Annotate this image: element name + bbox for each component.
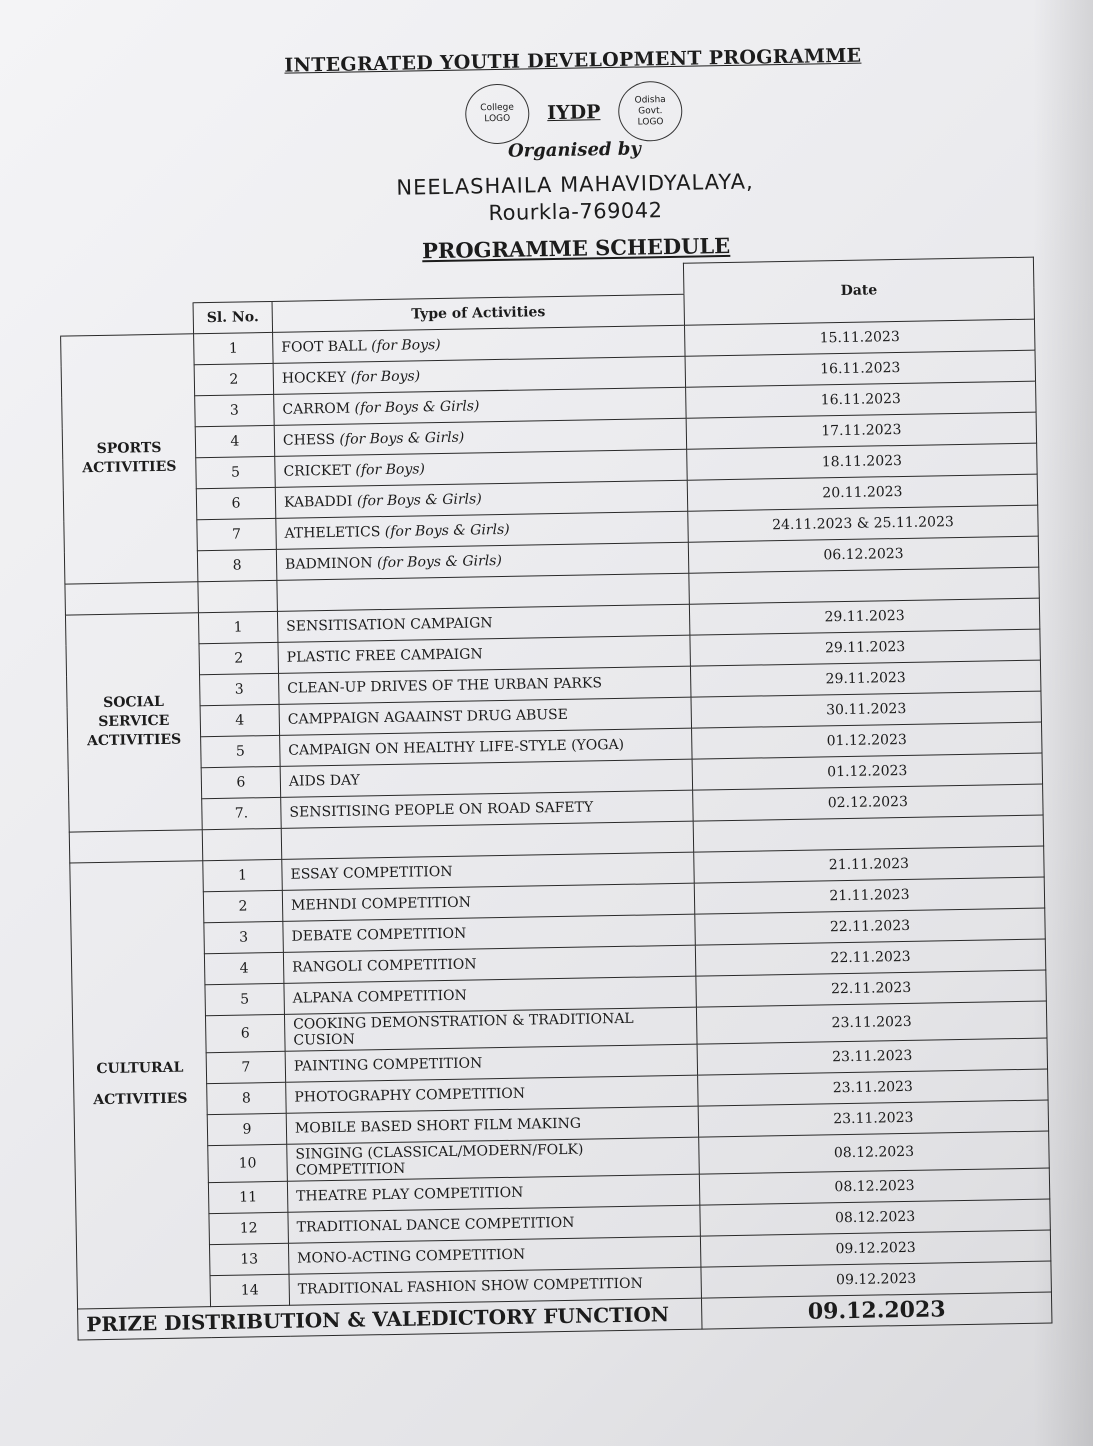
activity-name: TRADITIONAL FASHION SHOW COMPETITION	[297, 1275, 643, 1298]
serial-number-cell: 3	[204, 921, 284, 953]
date-cell: 18.11.2023	[687, 443, 1037, 480]
college-logo	[465, 83, 530, 144]
activity-name: PLASTIC FREE CAMPAIGN	[286, 645, 483, 666]
odisha-govt-logo	[618, 81, 683, 142]
date-cell: 15.11.2023	[684, 319, 1034, 356]
serial-number-cell: 7	[206, 1051, 286, 1083]
activity-name: HOCKEY	[281, 369, 347, 387]
gap-cell	[198, 580, 278, 612]
date-cell: 22.11.2023	[695, 908, 1045, 945]
category-label-line: SERVICE	[98, 712, 170, 731]
serial-number-cell: 12	[209, 1212, 289, 1244]
govt-logo-line-1: Odisha	[634, 94, 666, 106]
date-cell: 08.12.2023	[700, 1198, 1050, 1235]
gap-cell	[65, 581, 199, 614]
category-label-line: ACTIVITIES	[93, 1090, 188, 1109]
gap-cell	[202, 828, 282, 860]
date-cell: 29.11.2023	[690, 660, 1040, 697]
serial-number-cell: 5	[196, 456, 276, 488]
activity-name: PHOTOGRAPHY COMPETITION	[294, 1085, 526, 1106]
column-header-sl-no: Sl. No.	[193, 301, 273, 333]
serial-number-cell: 1	[203, 859, 283, 891]
date-cell: 23.11.2023	[698, 1100, 1048, 1137]
serial-number-cell: 13	[209, 1243, 289, 1275]
column-header-activity: Type of Activities	[272, 294, 684, 332]
activity-name: CAMPPAIGN AGAAINST DRUG ABUSE	[287, 706, 569, 728]
serial-number-cell: 4	[200, 704, 280, 736]
college-logo-line-1: College	[480, 102, 514, 114]
serial-number-cell: 6	[205, 1014, 285, 1052]
date-cell: 30.11.2023	[691, 691, 1041, 728]
serial-number-cell: 2	[203, 890, 283, 922]
serial-number-cell: 9	[207, 1113, 287, 1145]
serial-number-cell: 10	[208, 1144, 288, 1182]
activity-note: (for Boys & Girls)	[354, 397, 480, 417]
date-cell: 01.12.2023	[692, 753, 1042, 790]
date-cell: 02.12.2023	[693, 784, 1043, 821]
activity-name: ALPANA COMPETITION	[292, 987, 467, 1007]
date-cell: 16.11.2023	[685, 350, 1035, 387]
final-function-date: 09.12.2023	[701, 1291, 1051, 1328]
category-label-line: CULTURAL	[96, 1059, 184, 1078]
serial-number-cell: 5	[205, 983, 285, 1015]
activity-name: CLEAN-UP DRIVES OF THE URBAN PARKS	[287, 674, 603, 697]
date-cell: 09.12.2023	[701, 1260, 1051, 1297]
activity-name: CHESS	[282, 431, 336, 449]
date-cell: 29.11.2023	[689, 598, 1039, 635]
date-cell: 16.11.2023	[686, 381, 1036, 418]
activity-name: DEBATE COMPETITION	[291, 925, 467, 945]
serial-number-cell: 3	[195, 394, 275, 426]
activity-name: SENSITISING PEOPLE ON ROAD SAFETY	[289, 798, 594, 821]
serial-number-cell: 6	[201, 766, 281, 798]
date-cell: 17.11.2023	[686, 412, 1036, 449]
serial-number-cell: 8	[197, 549, 277, 581]
date-cell: 24.11.2023 & 25.11.2023	[688, 505, 1038, 542]
serial-number-cell: 14	[210, 1274, 290, 1306]
serial-number-cell: 11	[208, 1181, 288, 1213]
activity-note: (for Boys)	[371, 336, 441, 354]
activity-name: CAMPAIGN ON HEALTHY LIFE-STYLE (YOGA)	[288, 736, 625, 759]
activity-name: CRICKET	[283, 462, 352, 480]
category-cell	[65, 612, 202, 831]
serial-number-cell: 2	[194, 363, 274, 395]
header-spacer	[60, 272, 194, 305]
date-cell: 21.11.2023	[694, 877, 1044, 914]
activity-note: (for Boys)	[350, 367, 421, 386]
govt-logo-line-2: Govt.	[638, 105, 663, 117]
date-cell: 08.12.2023	[699, 1168, 1049, 1205]
activity-name: SINGING (CLASSICAL/MODERN/FOLK) COMPETITION	[295, 1141, 584, 1179]
category-label-line: ACTIVITIES	[86, 731, 182, 750]
category-label-line: ACTIVITIES	[82, 458, 177, 477]
date-cell: 29.11.2023	[690, 629, 1040, 666]
activity-name: MOBILE BASED SHORT FILM MAKING	[294, 1115, 582, 1137]
final-function-label: PRIZE DISTRIBUTION & VALEDICTORY FUNCTION	[78, 1298, 702, 1340]
date-cell: 20.11.2023	[687, 474, 1037, 511]
date-cell: 23.11.2023	[696, 1001, 1047, 1044]
activity-name: BADMINON	[284, 554, 373, 573]
serial-number-cell: 5	[201, 735, 281, 767]
serial-number-cell: 1	[194, 332, 274, 364]
activity-name: SENSITISATION CAMPAIGN	[286, 614, 493, 635]
activity-name: KABADDI	[283, 493, 353, 511]
schedule-table	[59, 257, 1052, 1340]
serial-number-cell: 1	[198, 611, 278, 643]
date-cell: 21.11.2023	[694, 846, 1044, 883]
date-cell: 09.12.2023	[700, 1229, 1050, 1266]
serial-number-cell: 8	[207, 1082, 287, 1114]
activity-note: (for Boys & Girls)	[339, 429, 465, 448]
activity-note: (for Boys & Girls)	[384, 521, 510, 540]
college-logo-line-2: LOGO	[484, 113, 511, 125]
activity-note: (for Boys & Girls)	[376, 552, 503, 571]
serial-number-cell: 3	[200, 673, 280, 705]
activity-name: MEHNDI COMPETITION	[290, 894, 472, 914]
organised-by: Organised by	[507, 138, 642, 162]
category-cell	[70, 860, 211, 1308]
date-cell: 22.11.2023	[695, 939, 1045, 976]
column-header-date: Date	[683, 257, 1034, 325]
activity-name: RANGOLI COMPETITION	[292, 955, 477, 976]
activity-name: PAINTING COMPETITION	[293, 1054, 483, 1075]
date-cell: 08.12.2023	[699, 1131, 1050, 1174]
date-cell: 23.11.2023	[698, 1069, 1048, 1106]
serial-number-cell: 6	[196, 487, 276, 519]
date-cell: 06.12.2023	[688, 536, 1038, 573]
activity-name: TRADITIONAL DANCE COMPETITION	[296, 1214, 575, 1236]
college-address: Rourkla-769042	[488, 198, 663, 226]
serial-number-cell: 2	[199, 642, 279, 674]
category-label-line: SOCIAL	[103, 693, 164, 711]
activity-name: FOOT BALL	[281, 337, 367, 356]
iydp-label: IYDP	[546, 101, 601, 125]
serial-number-cell: 4	[195, 425, 275, 457]
serial-number-cell: 7.	[202, 797, 282, 829]
activity-name: AIDS DAY	[288, 771, 360, 790]
category-cell	[61, 333, 198, 583]
activity-name: THEATRE PLAY COMPETITION	[295, 1184, 524, 1205]
programme-title: INTEGRATED YOUTH DEVELOPMENT PROGRAMME	[284, 44, 862, 77]
document-content	[55, 31, 1072, 1340]
serial-number-cell: 7	[197, 518, 277, 550]
activity-note: (for Boys)	[355, 460, 426, 479]
activity-name: ATHELETICS	[284, 523, 381, 542]
category-label-line: SPORTS	[96, 439, 162, 458]
activity-name: MONO-ACTING COMPETITION	[297, 1246, 526, 1267]
activity-note: (for Boys & Girls)	[356, 490, 482, 509]
date-cell: 01.12.2023	[692, 722, 1042, 759]
activity-name: CARROM	[282, 400, 351, 418]
schedule-title: PROGRAMME SCHEDULE	[421, 232, 731, 264]
college-name: NEELASHAILA MAHAVIDYALAYA,	[396, 169, 754, 200]
date-cell: 22.11.2023	[696, 970, 1046, 1007]
serial-number-cell: 4	[204, 952, 284, 984]
gap-cell	[69, 829, 203, 862]
header-spacer	[192, 270, 272, 302]
date-cell: 23.11.2023	[697, 1038, 1047, 1075]
activity-name: ESSAY COMPETITION	[290, 863, 453, 883]
govt-logo-line-3: LOGO	[637, 116, 664, 128]
activity-name: COOKING DEMONSTRATION & TRADITIONAL CUSION	[292, 1010, 634, 1049]
header-blank	[60, 302, 194, 335]
